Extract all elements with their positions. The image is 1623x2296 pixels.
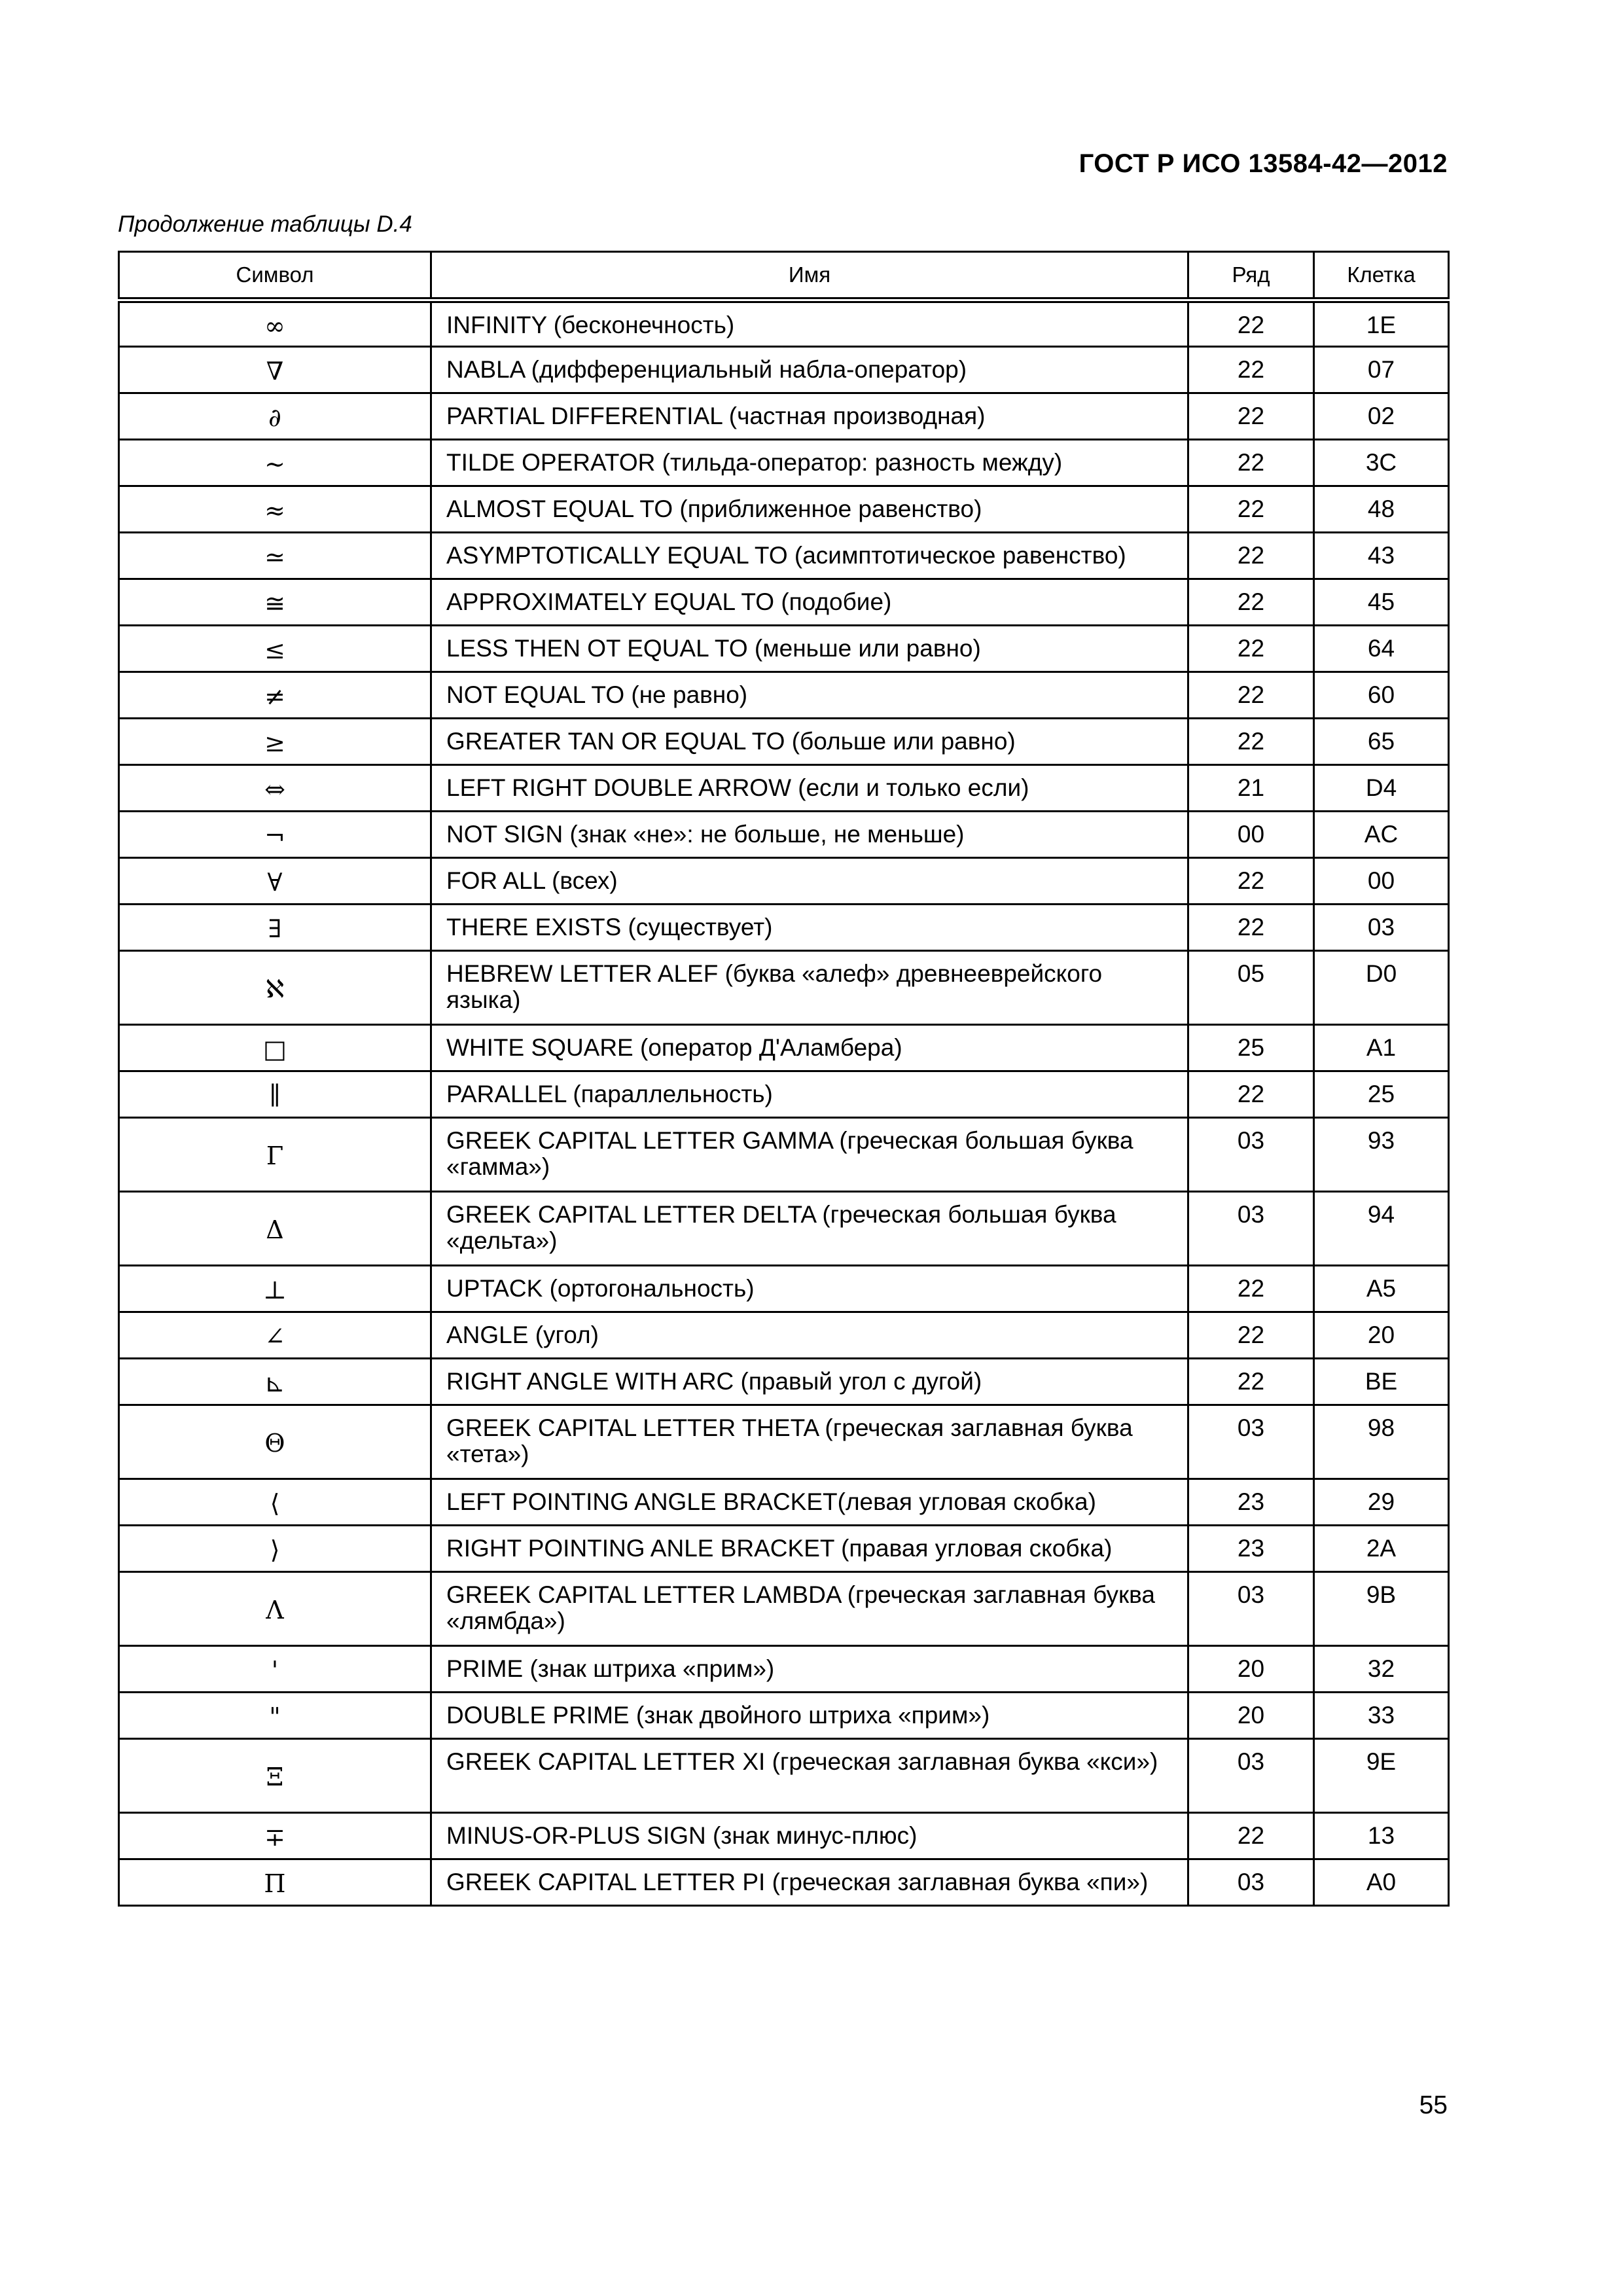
table-row [119, 1359, 1449, 1405]
row-cell: 22 [1188, 626, 1314, 672]
symbol-cell: Δ [119, 1192, 431, 1266]
table-row [119, 393, 1449, 440]
row-cell: 20 [1188, 1646, 1314, 1693]
table-row [119, 1526, 1449, 1572]
cell-code-cell: AC [1314, 812, 1449, 858]
table-row [119, 1739, 1449, 1813]
table-row [119, 1025, 1449, 1071]
cell-code-cell: 9B [1314, 1572, 1449, 1646]
row-cell: 22 [1188, 1266, 1314, 1312]
cell-code-cell: 00 [1314, 858, 1449, 905]
table-caption: Продолжение таблицы D.4 [118, 211, 412, 237]
cell-code-cell: 33 [1314, 1693, 1449, 1739]
symbol-cell: ⊾ [119, 1359, 431, 1405]
cell-code-cell: 43 [1314, 533, 1449, 579]
symbol-cell: Θ [119, 1405, 431, 1479]
row-cell: 22 [1188, 1813, 1314, 1859]
table-body [119, 300, 1449, 1906]
table-row [119, 719, 1449, 765]
name-cell: RIGHT ANGLE WITH ARC (правый угол с дугой) [431, 1359, 1188, 1405]
table-header-row [119, 252, 1449, 300]
row-cell: 22 [1188, 486, 1314, 533]
cell-code-cell: 94 [1314, 1192, 1449, 1266]
table-row [119, 1405, 1449, 1479]
table-row [119, 440, 1449, 486]
cell-code-cell: 60 [1314, 672, 1449, 719]
row-cell: 03 [1188, 1118, 1314, 1192]
cell-code-cell: 03 [1314, 905, 1449, 951]
table-row [119, 347, 1449, 393]
row-cell: 21 [1188, 765, 1314, 812]
symbol-cell: ⇔ [119, 765, 431, 812]
cell-code-cell: 98 [1314, 1405, 1449, 1479]
cell-code-cell: 48 [1314, 486, 1449, 533]
cell-code-cell: 25 [1314, 1071, 1449, 1118]
cell-code-cell: 3C [1314, 440, 1449, 486]
cell-code-cell: 29 [1314, 1479, 1449, 1526]
row-cell: 23 [1188, 1479, 1314, 1526]
cell-code-cell: 07 [1314, 347, 1449, 393]
column-header-name: Имя [431, 252, 1188, 300]
row-cell: 22 [1188, 347, 1314, 393]
row-cell: 05 [1188, 951, 1314, 1025]
symbol-cell: ∇ [119, 347, 431, 393]
symbol-cell: " [119, 1693, 431, 1739]
row-cell: 22 [1188, 1312, 1314, 1359]
row-cell: 22 [1188, 858, 1314, 905]
name-cell: HEBREW LETTER ALEF (буква «алеф» древнееврейского языка) [431, 951, 1188, 1025]
cell-code-cell: A1 [1314, 1025, 1449, 1071]
name-cell: THERE EXISTS (существует) [431, 905, 1188, 951]
table-row [119, 905, 1449, 951]
name-cell: RIGHT POINTING ANLE BRACKET (правая угловая скобка) [431, 1526, 1188, 1572]
table-row [119, 486, 1449, 533]
name-cell: GREEK CAPITAL LETTER XI (греческая заглавная буква «кси») [431, 1739, 1188, 1813]
row-cell: 03 [1188, 1859, 1314, 1906]
row-cell: 22 [1188, 300, 1314, 347]
table-row [119, 1859, 1449, 1906]
name-cell: ANGLE (угол) [431, 1312, 1188, 1359]
page-number: 55 [1419, 2091, 1448, 2119]
symbol-cell: ≤ [119, 626, 431, 672]
row-cell: 22 [1188, 1359, 1314, 1405]
row-cell: 22 [1188, 719, 1314, 765]
table-row [119, 626, 1449, 672]
symbols-table [118, 251, 1450, 1907]
symbol-cell: ≅ [119, 579, 431, 626]
name-cell: LEFT RIGHT DOUBLE ARROW (если и только если) [431, 765, 1188, 812]
symbol-cell: ∀ [119, 858, 431, 905]
name-cell: TILDE OPERATOR (тильда-оператор: разность между) [431, 440, 1188, 486]
table-row [119, 533, 1449, 579]
column-header-row: Ряд [1188, 252, 1314, 300]
name-cell: NABLA (дифференциальный набла-оператор) [431, 347, 1188, 393]
symbol-cell: ⊥ [119, 1266, 431, 1312]
symbol-cell: ℵ [119, 951, 431, 1025]
table-row [119, 1813, 1449, 1859]
symbol-cell: Π [119, 1859, 431, 1906]
cell-code-cell: 45 [1314, 579, 1449, 626]
row-cell: 22 [1188, 1071, 1314, 1118]
name-cell: LEFT POINTING ANGLE BRACKET(левая угловая скобка) [431, 1479, 1188, 1526]
name-cell: GREEK CAPITAL LETTER LAMBDA (греческая заглавная буква «лямбда») [431, 1572, 1188, 1646]
row-cell: 22 [1188, 905, 1314, 951]
symbol-cell: ∞ [119, 300, 431, 347]
table-row [119, 812, 1449, 858]
row-cell: 22 [1188, 393, 1314, 440]
symbol-cell: ⟨ [119, 1479, 431, 1526]
name-cell: GREEK CAPITAL LETTER PI (греческая заглавная буква «пи») [431, 1859, 1188, 1906]
document-id: ГОСТ Р ИСО 13584-42—2012 [1079, 149, 1448, 178]
name-cell: PRIME (знак штриха «прим») [431, 1646, 1188, 1693]
cell-code-cell: 20 [1314, 1312, 1449, 1359]
table-row [119, 951, 1449, 1025]
symbol-cell: ∂ [119, 393, 431, 440]
table-row [119, 765, 1449, 812]
name-cell: UPTACK (ортогональность) [431, 1266, 1188, 1312]
cell-code-cell: 02 [1314, 393, 1449, 440]
cell-code-cell: 2A [1314, 1526, 1449, 1572]
row-cell: 03 [1188, 1572, 1314, 1646]
symbol-cell: ∠ [119, 1312, 431, 1359]
symbol-cell: ' [119, 1646, 431, 1693]
symbol-cell: ∃ [119, 905, 431, 951]
symbol-cell: Ξ [119, 1739, 431, 1813]
table-row [119, 1312, 1449, 1359]
name-cell: NOT SIGN (знак «не»: не больше, не меньше) [431, 812, 1188, 858]
table-row [119, 1572, 1449, 1646]
row-cell: 03 [1188, 1405, 1314, 1479]
name-cell: PARALLEL (параллельность) [431, 1071, 1188, 1118]
table-row [119, 1693, 1449, 1739]
cell-code-cell: A5 [1314, 1266, 1449, 1312]
name-cell: ALMOST EQUAL TO (приближенное равенство) [431, 486, 1188, 533]
symbol-cell: ∓ [119, 1813, 431, 1859]
table-row [119, 1192, 1449, 1266]
cell-code-cell: A0 [1314, 1859, 1449, 1906]
name-cell: GREEK CAPITAL LETTER THETA (греческая заглавная буква «тета») [431, 1405, 1188, 1479]
symbol-cell: ∼ [119, 440, 431, 486]
name-cell: APPROXIMATELY EQUAL TO (подобие) [431, 579, 1188, 626]
cell-code-cell: 64 [1314, 626, 1449, 672]
row-cell: 03 [1188, 1192, 1314, 1266]
name-cell: WHITE SQUARE (оператор Д'Аламбера) [431, 1025, 1188, 1071]
table-row [119, 1071, 1449, 1118]
symbol-cell: □ [119, 1025, 431, 1071]
name-cell: PARTIAL DIFFERENTIAL (частная производная) [431, 393, 1188, 440]
name-cell: MINUS-OR-PLUS SIGN (знак минус-плюс) [431, 1813, 1188, 1859]
symbol-cell: ≃ [119, 533, 431, 579]
row-cell: 20 [1188, 1693, 1314, 1739]
symbol-cell: ≠ [119, 672, 431, 719]
table-row [119, 1266, 1449, 1312]
name-cell: FOR ALL (всех) [431, 858, 1188, 905]
name-cell: GREEK CAPITAL LETTER GAMMA (греческая большая буква «гамма») [431, 1118, 1188, 1192]
table-row [119, 1646, 1449, 1693]
column-header-cell: Клетка [1314, 252, 1449, 300]
cell-code-cell: D0 [1314, 951, 1449, 1025]
table-row [119, 579, 1449, 626]
symbol-cell: Γ [119, 1118, 431, 1192]
symbol-cell: ≥ [119, 719, 431, 765]
name-cell: DOUBLE PRIME (знак двойного штриха «прим») [431, 1693, 1188, 1739]
symbol-cell: Λ [119, 1572, 431, 1646]
row-cell: 25 [1188, 1025, 1314, 1071]
cell-code-cell: 1E [1314, 300, 1449, 347]
row-cell: 22 [1188, 533, 1314, 579]
row-cell: 22 [1188, 440, 1314, 486]
symbol-cell: ¬ [119, 812, 431, 858]
cell-code-cell: 65 [1314, 719, 1449, 765]
table-row [119, 300, 1449, 347]
table-row [119, 1118, 1449, 1192]
row-cell: 03 [1188, 1739, 1314, 1813]
row-cell: 22 [1188, 672, 1314, 719]
name-cell: NOT EQUAL TO (не равно) [431, 672, 1188, 719]
name-cell: INFINITY (бесконечность) [431, 300, 1188, 347]
table-row [119, 672, 1449, 719]
cell-code-cell: D4 [1314, 765, 1449, 812]
cell-code-cell: 9E [1314, 1739, 1449, 1813]
symbol-cell: ⟩ [119, 1526, 431, 1572]
cell-code-cell: BE [1314, 1359, 1449, 1405]
symbol-cell: ∥ [119, 1071, 431, 1118]
cell-code-cell: 32 [1314, 1646, 1449, 1693]
column-header-symbol: Символ [119, 252, 431, 300]
row-cell: 23 [1188, 1526, 1314, 1572]
symbol-cell: ≈ [119, 486, 431, 533]
row-cell: 00 [1188, 812, 1314, 858]
table-row [119, 1479, 1449, 1526]
row-cell: 22 [1188, 579, 1314, 626]
cell-code-cell: 93 [1314, 1118, 1449, 1192]
cell-code-cell: 13 [1314, 1813, 1449, 1859]
name-cell: GREATER TAN OR EQUAL TO (больше или равно) [431, 719, 1188, 765]
name-cell: LESS THEN OT EQUAL TO (меньше или равно) [431, 626, 1188, 672]
table-row [119, 858, 1449, 905]
name-cell: GREEK CAPITAL LETTER DELTA (греческая большая буква «дельта») [431, 1192, 1188, 1266]
name-cell: ASYMPTOTICALLY EQUAL TO (асимптотическое равенство) [431, 533, 1188, 579]
